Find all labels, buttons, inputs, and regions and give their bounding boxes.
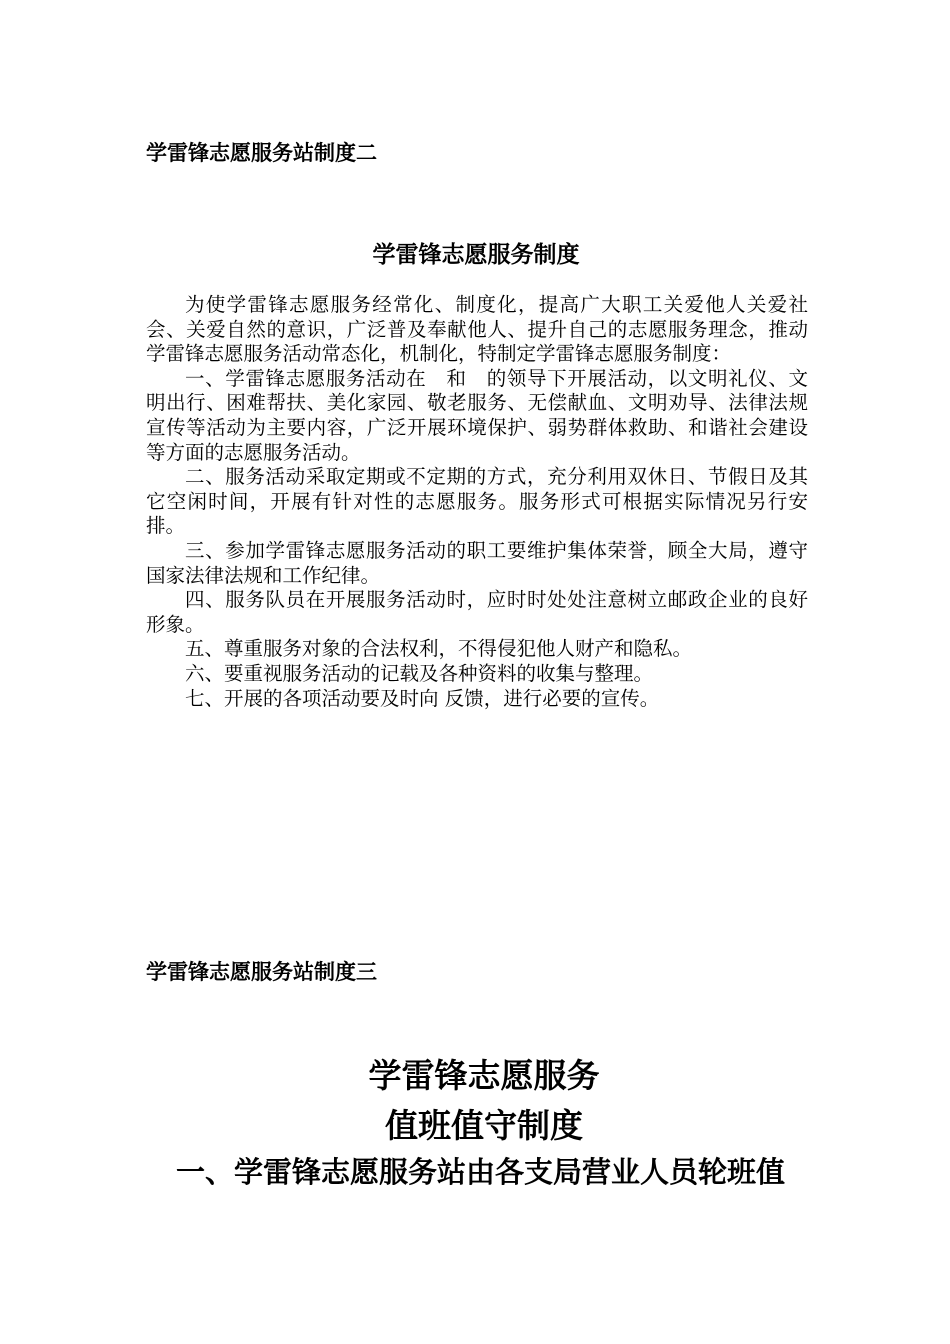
duty-rule-item-1: 一、学雷锋志愿服务站由各支局营业人员轮班值 <box>176 1155 786 1189</box>
paragraph-item-2: 二、服务活动采取定期或不定期的方式，充分利用双休日、节假日及其它空闲时间，开展有针对性的志愿服务。服务形式可根据实际情况另行安排。 <box>146 465 808 538</box>
body-text <box>146 293 808 711</box>
paragraph-intro: 为使学雷锋志愿服务经常化、制度化，提高广大职工关爱他人关爱社会、关爱自然的意识，广泛普及奉献他人、提升自己的志愿服务理念，推动学雷锋志愿服务活动常态化，机制化，特制定学雷锋志愿服务制度： <box>146 293 808 366</box>
paragraph-item-4: 四、服务队员在开展服务活动时，应时时处处注意树立邮政企业的良好形象。 <box>146 588 808 636</box>
document-title-line-2: 值班值守制度 <box>385 1106 583 1145</box>
paragraph-item-5: 五、尊重服务对象的合法权利，不得侵犯他人财产和隐私。 <box>185 637 693 661</box>
paragraph-item-6: 六、要重视服务活动的记载及各种资料的收集与整理。 <box>185 661 654 685</box>
paragraph-item-1: 一、学雷锋志愿服务活动在 和 的领导下开展活动，以文明礼仪、文明出行、困难帮扶、美化家园、敬老服务、无偿献血、文明劝导、法律法规宣传等活动为主要内容，广泛开展环境保护、弱势群体救助、和谐社会建设等方面的志愿服务活动。 <box>146 366 808 464</box>
section-heading-2: 学雷锋志愿服务站制度二 <box>146 141 377 165</box>
paragraph-item-3: 三、参加学雷锋志愿服务活动的职工要维护集体荣誉，顾全大局，遵守国家法律法规和工作纪律。 <box>146 538 808 587</box>
document-title-line-1: 学雷锋志愿服务 <box>368 1056 600 1095</box>
section-heading-3: 学雷锋志愿服务站制度三 <box>146 960 377 984</box>
paragraph-item-7: 七、开展的各项活动要及时向 反馈，进行必要的宣传。 <box>185 686 660 710</box>
document-title-volunteer-system: 学雷锋志愿服务制度 <box>372 242 580 268</box>
